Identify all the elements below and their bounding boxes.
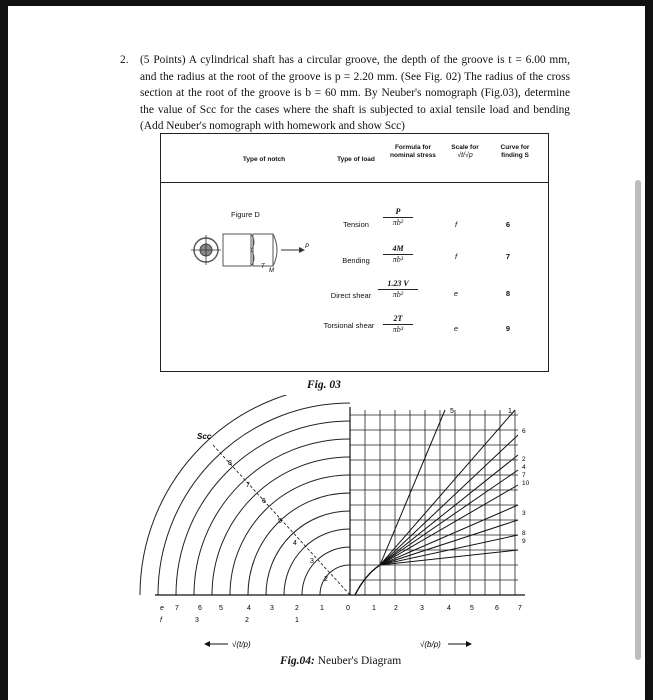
row-load-tension: Tension (343, 220, 369, 229)
bottom-e-label: 7 (518, 605, 522, 612)
nomograph-ray (355, 410, 515, 595)
bottom-e-label: 0 (346, 605, 350, 612)
bottom-e-label: 4 (447, 605, 451, 612)
nomograph-arc (212, 457, 350, 595)
nomograph-arc (158, 403, 350, 595)
nomograph-ray (355, 410, 445, 595)
formula-direct-shear-num: 1.23 V (378, 279, 418, 290)
row-scale-torsional: e (453, 324, 459, 333)
right-arrow-label: √(b/p) (420, 640, 441, 649)
formula-tension-num: P (383, 207, 413, 218)
svg-text:P: P (305, 244, 310, 250)
row-curve-tension: 6 (505, 220, 511, 229)
right-scale-label: 2 (522, 456, 526, 463)
formula-bending-num: 4M (383, 244, 413, 255)
bottom-e-label: 1 (320, 605, 324, 612)
figure-d-label: Figure D (231, 210, 260, 219)
row-curve-torsional: 9 (505, 324, 511, 333)
nomograph-labels (160, 408, 530, 649)
formula-bending-den: πb³ (392, 255, 404, 264)
right-scale-label: 9 (522, 538, 526, 545)
scc-label: Scc (197, 432, 212, 441)
bottom-e-label: 5 (219, 605, 223, 612)
header-formula: Formula for nominal stress (390, 144, 436, 159)
right-scale-label: 3 (522, 510, 526, 517)
question-block (120, 52, 570, 135)
nomograph-arcs (140, 395, 350, 595)
row-curve-bending: 7 (505, 252, 511, 261)
curve-label: 7 (246, 482, 250, 489)
row-scale-bending: f (454, 252, 458, 261)
svg-text:T: T (261, 264, 265, 270)
bottom-e-label: 3 (420, 605, 424, 612)
nomograph-arc (302, 547, 350, 595)
bottom-e-label: 4 (247, 605, 251, 612)
bottom-e-label: 3 (270, 605, 274, 612)
header-scale (445, 144, 485, 160)
curve-label: 5 (278, 518, 282, 525)
row-load-direct-shear: Direct shear (330, 291, 372, 300)
fig03-caption: Fig. 03 (307, 379, 341, 391)
nomograph-ray (355, 520, 518, 595)
nomograph-ray (355, 435, 518, 595)
nomograph-arc (194, 439, 350, 595)
formula-torsional (383, 314, 413, 334)
right-arrow-head (466, 641, 472, 647)
bottom-e-label: e (160, 605, 164, 612)
nomograph-arc (284, 529, 350, 595)
top-label: 5 (450, 408, 454, 415)
curve-label: 6 (262, 498, 266, 505)
bottom-e-label: 6 (198, 605, 202, 612)
top-label: 1 (508, 408, 512, 415)
bottom-e-label: 1 (372, 605, 376, 612)
fig04-caption (280, 655, 401, 667)
formula-torsional-num: 2T (383, 314, 413, 325)
bottom-f-label: 2 (245, 617, 249, 624)
left-arrow-head (204, 641, 210, 647)
curve-label: 3 (310, 558, 314, 565)
left-arrow-label: √(t/p) (232, 640, 251, 649)
header-curve: Curve for finding S (500, 144, 530, 159)
fig04-caption-bold: Fig.04: (280, 655, 315, 667)
formula-direct-shear-den: πb² (392, 290, 404, 299)
notched-shaft-figure (191, 220, 311, 280)
question-text: (5 Points) A cylindrical shaft has a circular groove, the depth of the groove is t = 6.00 mm, and the radius at the root of the groove is p = 2.20 mm. (See Fig. 02) The radius of the cross section at the root of the groove is b = 60 mm. By Neuber's nomograph (Fig.03), determine the value of Scc for the cases where the shaft is subjected to axial tensile load and bending (Add Neuber's nomograph with homework and show Scc) (140, 54, 570, 132)
bottom-e-label: 7 (175, 605, 179, 612)
bottom-f-label: f (160, 617, 162, 624)
nomograph-arc (230, 475, 350, 595)
fig04-caption-text: Neuber's Diagram (314, 655, 402, 667)
right-scale-label: 8 (522, 530, 526, 537)
curve-label: 4 (293, 540, 297, 547)
formula-direct-shear (378, 279, 418, 299)
header-type-of-load: Type of load (337, 156, 375, 163)
header-scale-label: Scale for (451, 144, 479, 151)
row-load-torsional-shear: Torsional shear (323, 321, 375, 330)
nomograph-rays (355, 410, 518, 595)
header-type-of-notch: Type of notch (242, 156, 286, 163)
notch-table (160, 133, 549, 372)
row-load-bending: Bending (342, 256, 370, 265)
bottom-e-label: 2 (295, 605, 299, 612)
sqrt-t-p-symbol: √t/√p (457, 152, 473, 159)
row-scale-direct-shear: e (453, 289, 459, 298)
bottom-f-label: 1 (295, 617, 299, 624)
formula-tension (383, 207, 413, 227)
right-scale-label: 4 (522, 464, 526, 471)
formula-bending (383, 244, 413, 264)
formula-torsional-den: πb³ (392, 325, 404, 334)
bottom-e-label: 6 (495, 605, 499, 612)
nomograph-arc (140, 395, 350, 595)
curve-label: 2 (324, 576, 328, 583)
formula-tension-den: πb² (392, 218, 404, 227)
svg-text:M: M (269, 268, 274, 274)
right-scale-label: 7 (522, 472, 526, 479)
row-curve-direct-shear: 8 (505, 289, 511, 298)
bottom-e-label: 2 (394, 605, 398, 612)
bottom-e-label: 5 (470, 605, 474, 612)
window-frame-top (0, 0, 653, 6)
nomograph-ray (355, 455, 518, 595)
row-scale-tension: f (454, 220, 458, 229)
curve-label: 8 (228, 460, 232, 467)
right-scale-label: 6 (522, 428, 526, 435)
nomograph-ray (355, 550, 518, 595)
right-scale-label: 10 (522, 480, 530, 487)
question-number: 2. (120, 54, 129, 66)
table-header (161, 134, 548, 183)
nomograph-arc (176, 421, 350, 595)
neuber-nomograph (0, 395, 653, 655)
nomograph-arc (248, 493, 350, 595)
bottom-f-label: 3 (195, 617, 199, 624)
